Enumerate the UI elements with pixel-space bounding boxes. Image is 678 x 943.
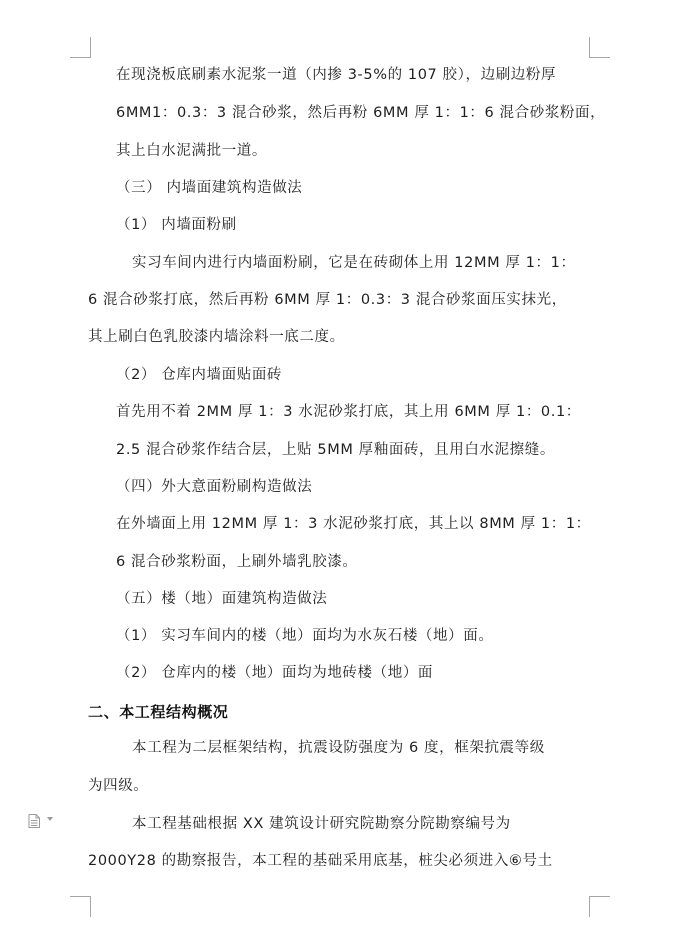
page-corner-mark-bottom-left [70, 896, 91, 917]
text-line: 2000Y28 的勘察报告，本工程的基础采用底基，桩尖必须进入⑥号土 [88, 853, 553, 869]
text-line: 首先用不着 2MM 厚 1：3 水泥砂浆打底，其上用 6MM 厚 1：0.1： [116, 404, 581, 420]
text-line: 在现浇板底刷素水泥浆一道（内掺 3-5%的 107 胶），边刷边粉厚 [116, 67, 557, 83]
text-line: 其上刷白色乳胶漆内墙涂料一底二度。 [88, 329, 345, 345]
chapter-heading: 二、本工程结构概况 [88, 703, 229, 721]
subsection-heading: （1） 内墙面粉刷 [116, 217, 237, 233]
text-line: 为四级。 [88, 778, 149, 794]
chevron-down-icon[interactable] [47, 817, 53, 821]
text-line: 本工程基础根据 XX 建筑设计研究院勘察分院勘察编号为 [132, 816, 511, 832]
subsection-heading: （2） 仓库内墙面贴面砖 [116, 367, 283, 383]
text-line: 6 混合砂浆粉面，上刷外墙乳胶漆。 [116, 554, 358, 570]
section-heading: （五）楼（地）面建筑构造做法 [116, 591, 328, 607]
text-line: （2） 仓库内的楼（地）面均为地砖楼（地）面 [116, 665, 434, 681]
page-corner-mark-top-left [70, 37, 91, 58]
document-icon[interactable] [28, 814, 40, 828]
section-heading: （四）外大意面粉刷构造做法 [116, 479, 313, 495]
text-line: 2.5 混合砂浆作结合层，上贴 5MM 厚釉面砖，且用白水泥擦缝。 [116, 442, 555, 458]
text-line: 本工程为二层框架结构，抗震设防强度为 6 度，框架抗震等级 [132, 740, 545, 756]
text-line: 其上白水泥满批一道。 [116, 143, 267, 159]
text-line: 在外墙面上用 12MM 厚 1：3 水泥砂浆打底，其上以 8MM 厚 1：1： [116, 516, 591, 532]
section-heading: （三） 内墙面建筑构造做法 [116, 180, 303, 196]
text-line: 6MM1：0.3：3 混合砂浆，然后再粉 6MM 厚 1：1：6 混合砂浆粉面， [116, 105, 606, 121]
text-line: 6 混合砂浆打底，然后再粉 6MM 厚 1：0.3：3 混合砂浆面压实抹光， [88, 292, 567, 308]
page-corner-mark-bottom-right [589, 896, 610, 917]
page-corner-mark-top-right [589, 37, 610, 58]
text-line: （1） 实习车间内的楼（地）面均为水灰石楼（地）面。 [116, 628, 494, 644]
text-line: 实习车间内进行内墙面粉刷，它是在砖砌体上用 12MM 厚 1：1： [132, 255, 576, 271]
